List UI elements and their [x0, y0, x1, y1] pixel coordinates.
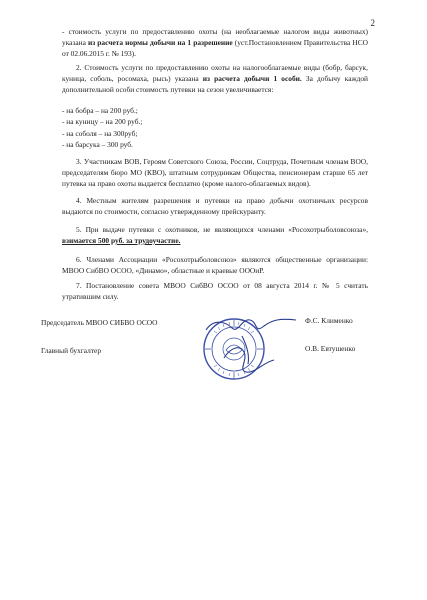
paragraph-2-bold: из расчета добычи 1 особи.: [202, 74, 302, 83]
paragraph-2: [62, 62, 368, 95]
paragraph-2-text-c: За добычу каждой дополнительной особи стоимость путевки на сезон увеличивается:: [62, 74, 369, 94]
paragraph-3: 3. Участникам ВОВ, Героям Советского Союза, России, Соцтруда, Почетным членам ВОО, председателям бюро МО (КВО), штатным сотрудникам Общества, пенсионерам старше 65 лет путевка на право охоты выдается бесплатно (кроме налого-облагаемых видов).: [62, 157, 368, 188]
paragraph-2-text-a: 2. Стоимость услуги по предоставлению охоты на налогооблагаемые виды (бобр, барсук, куница, соболь, росомаха, рысь) указана: [62, 63, 368, 83]
paragraph-4: 4. Местным жителям разрешения и путевки на право добычи охотничьих ресурсов выдаются по стоимости, согласно утвержденному прейскуранту.: [62, 196, 368, 216]
paragraph-5-text-a: 5. При выдаче путевки с охотников, не являющихся членами «Росохотрыболовсоюза»,: [76, 225, 368, 234]
list-item: - на бобра – на 200 руб.;: [62, 106, 138, 115]
paragraph-6: 6. Членами Ассоциации «Росохотрыболовсоюз» являются общественные организации: МВОО СибВО ОСОО, «Динамо», областные и краевые ОООиР.: [62, 255, 368, 275]
list-item: - на куницу – на 200 руб.;: [62, 117, 143, 127]
paragraph-1-text-a: - стоимость услуги по предоставлению охоты (на необлагаемые налогом виды животных) указана: [62, 27, 368, 47]
paragraph-5: [62, 224, 368, 246]
list-item: - на соболя – на 300руб;: [62, 128, 138, 138]
paragraph-1-text-c: (уст.Постановлением Правительства НСО от 02.06.2015 г. № 193).: [62, 38, 368, 58]
paragraph-1: [62, 26, 368, 59]
surcharge-list: [62, 105, 142, 150]
handwritten-signature: [206, 319, 296, 372]
paragraph-5-underlined: взимается 500 руб. за трудоучастие.: [62, 236, 181, 245]
paragraph-1-bold: из расчета нормы добычи на 1 разрешение: [87, 38, 233, 47]
chairman-title: Председатель МВОО СИБВО ОСОО: [41, 318, 158, 327]
accountant-title: Главный бухгалтер: [41, 346, 102, 355]
seal-and-signature-image: [184, 300, 304, 396]
paragraph-7: 7. Постановление совета МВОО СибВО ОСОО от 08 августа 2014 г. № 5 считать утратившим силу.: [62, 281, 368, 301]
chairman-name: Ф.С. Клименко: [305, 316, 353, 325]
list-item: - на барсука – 300 руб.: [62, 139, 133, 149]
page-number: 2: [370, 18, 375, 28]
accountant-name: О.В. Евтушенко: [305, 344, 356, 353]
